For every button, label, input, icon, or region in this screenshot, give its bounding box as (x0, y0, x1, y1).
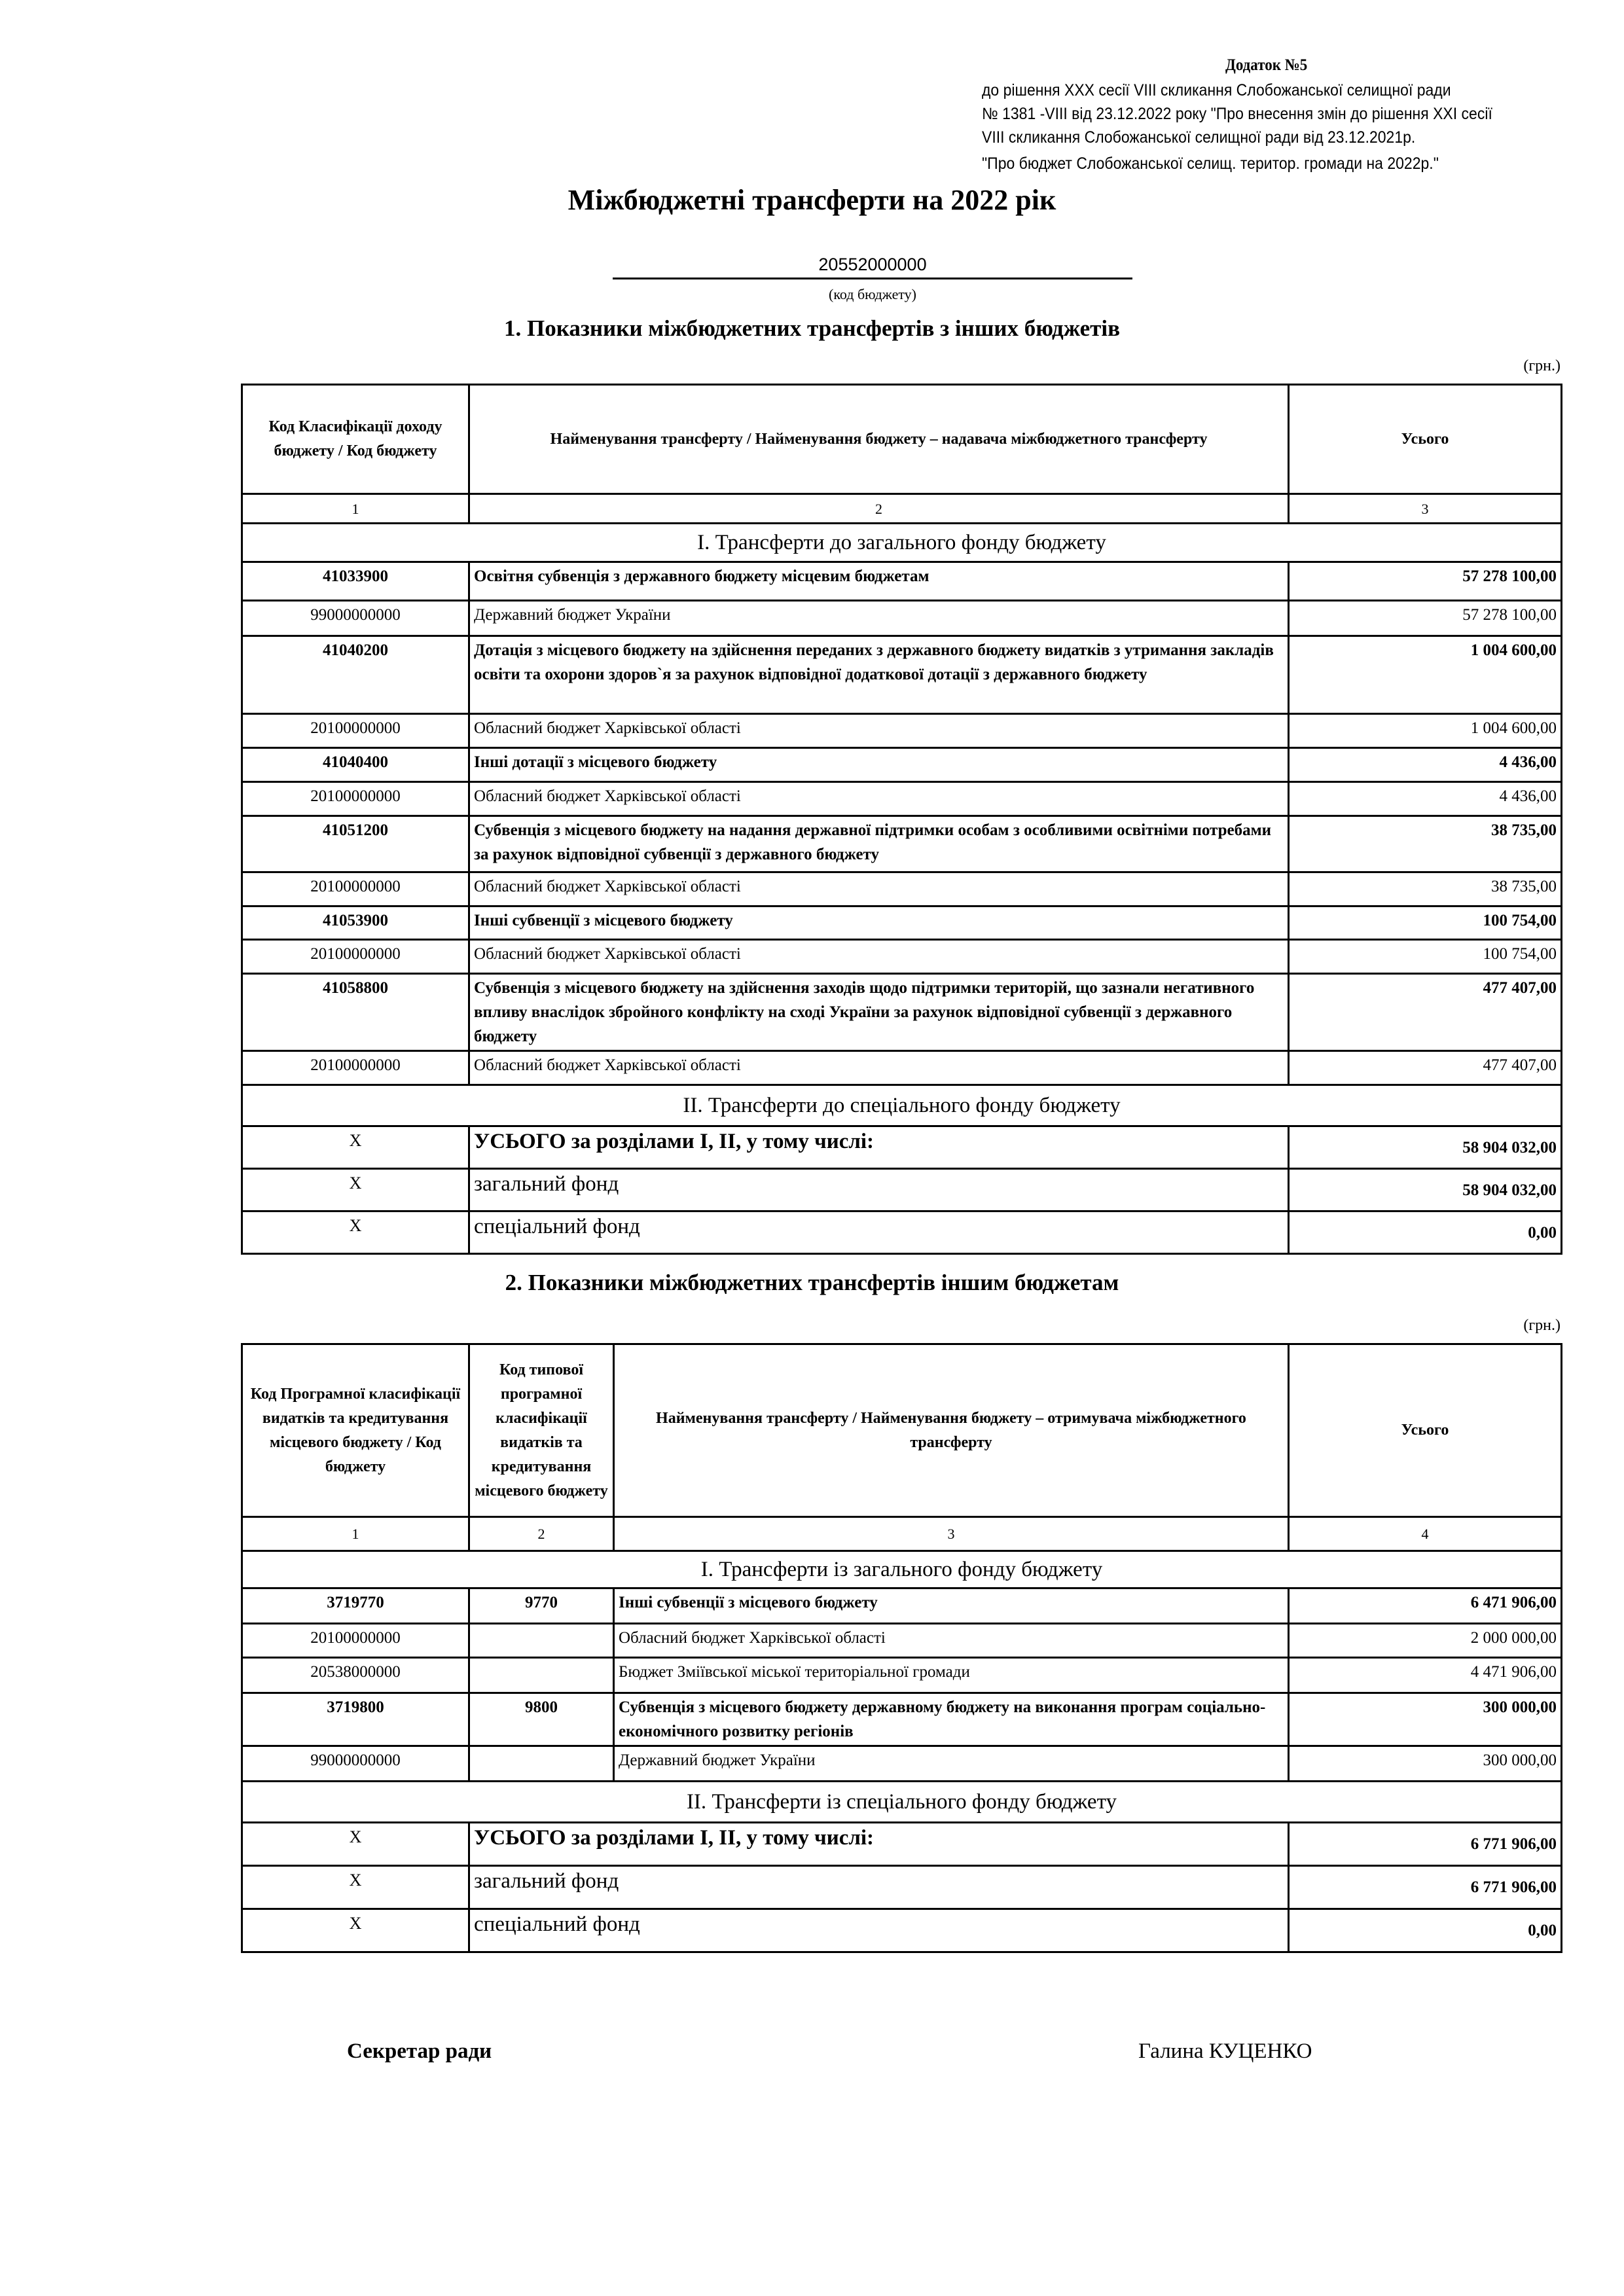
totals-value: 58 904 032,00 (1289, 1126, 1562, 1169)
outgoing-transfers-table (241, 1343, 1562, 1953)
appendix-title: Додаток №5 (1225, 56, 1308, 74)
name-cell: Субвенція з місцевого бюджету на надання державної підтримки особам з особливими освітніми потребами за рахунок відповідної субвенції з державного бюджету (469, 816, 1289, 872)
x-mark: Х (242, 1909, 469, 1952)
code-cell: 41033900 (242, 562, 469, 601)
total-cell: 57 278 100,00 (1289, 601, 1562, 636)
column-number: 2 (469, 1517, 614, 1551)
header-row (242, 1344, 1562, 1517)
totals-row (242, 1126, 1562, 1169)
total-cell: 300 000,00 (1289, 1693, 1562, 1746)
column-header: Код Програмної класифікації видатків та кредитування місцевого бюджету / Код бюджету (242, 1344, 469, 1517)
table-row (242, 1588, 1562, 1624)
column-header: Найменування трансферту / Найменування бюджету – надавача міжбюджетного трансферту (469, 385, 1289, 494)
name-cell: Обласний бюджет Харківської області (614, 1624, 1289, 1658)
column-number: 3 (614, 1517, 1289, 1551)
table-row (242, 1693, 1562, 1746)
type-code-cell: 9800 (469, 1693, 614, 1746)
name-cell: Дотація з місцевого бюджету на здійснення переданих з державного бюджету видатків з утримання закладів освіти та охорони здоров`я за рахунок відповідної додаткової дотації з державного бюджету (469, 636, 1289, 714)
table-row (242, 562, 1562, 601)
document-title: Міжбюджетні трансферти на 2022 рік (568, 184, 1056, 216)
table-row (242, 748, 1562, 782)
name-cell: Обласний бюджет Харківської області (469, 714, 1289, 748)
x-mark: Х (242, 1211, 469, 1254)
name-cell: Інші субвенції з місцевого бюджету (469, 906, 1289, 940)
total-cell: 2 000 000,00 (1289, 1624, 1562, 1658)
total-cell: 477 407,00 (1289, 1051, 1562, 1085)
code-cell: 41040400 (242, 748, 469, 782)
type-code-cell (469, 1658, 614, 1693)
budget-code-label: (код бюджету) (829, 286, 916, 302)
totals-row (242, 1866, 1562, 1909)
totals-label: УСЬОГО за розділами І, ІІ, у тому числі: (469, 1126, 1289, 1169)
column-number: 1 (242, 494, 469, 524)
total-cell: 100 754,00 (1289, 906, 1562, 940)
code-cell: 3719770 (242, 1588, 469, 1624)
total-cell: 300 000,00 (1289, 1746, 1562, 1782)
totals-value: 6 771 906,00 (1289, 1823, 1562, 1866)
column-header: Усього (1289, 1344, 1562, 1517)
code-cell: 41058800 (242, 974, 469, 1051)
table-row (242, 636, 1562, 714)
column-number: 4 (1289, 1517, 1562, 1551)
code-cell: 3719800 (242, 1693, 469, 1746)
column-header: Найменування трансферту / Найменування бюджету – отримувача міжбюджетного трансферту (614, 1344, 1289, 1517)
type-code-cell: 9770 (469, 1588, 614, 1624)
code-cell: 20100000000 (242, 872, 469, 906)
part-heading: І. Трансферти до загального фонду бюджету (242, 524, 1562, 562)
table-row (242, 782, 1562, 816)
name-cell: Інші субвенції з місцевого бюджету (614, 1588, 1289, 1624)
total-cell: 477 407,00 (1289, 974, 1562, 1051)
column-number-row (242, 1517, 1562, 1551)
column-header: Код типової програмної класифікації видатків та кредитування місцевого бюджету (469, 1344, 614, 1517)
budget-code: 20552000000 (613, 255, 1132, 279)
column-number: 2 (469, 494, 1289, 524)
total-cell: 4 436,00 (1289, 782, 1562, 816)
totals-row (242, 1909, 1562, 1952)
totals-label: УСЬОГО за розділами І, ІІ, у тому числі: (469, 1823, 1289, 1866)
total-cell: 4 436,00 (1289, 748, 1562, 782)
section2-unit: (грн.) (1523, 1317, 1561, 1334)
code-cell: 20100000000 (242, 1051, 469, 1085)
part-row (242, 1782, 1562, 1823)
name-cell: Субвенція з місцевого бюджету державному бюджету на виконання програм соціально-економічного розвитку регіонів (614, 1693, 1289, 1746)
totals-label: загальний фонд (469, 1866, 1289, 1909)
code-cell: 99000000000 (242, 601, 469, 636)
totals-label: спеціальний фонд (469, 1909, 1289, 1952)
x-mark: Х (242, 1823, 469, 1866)
part-heading: ІІ. Трансферти із спеціального фонду бюджету (242, 1782, 1562, 1823)
totals-value: 0,00 (1289, 1909, 1562, 1952)
name-cell: Обласний бюджет Харківської області (469, 782, 1289, 816)
totals-row (242, 1169, 1562, 1211)
section1-heading: 1. Показники міжбюджетних трансфертів з інших бюджетів (503, 315, 1121, 341)
signature-position: Секретар ради (347, 2039, 492, 2063)
part-row (242, 1551, 1562, 1588)
column-number-row (242, 494, 1562, 524)
totals-label: спеціальний фонд (469, 1211, 1289, 1254)
column-number: 3 (1289, 494, 1562, 524)
totals-value: 58 904 032,00 (1289, 1169, 1562, 1211)
code-cell: 20100000000 (242, 714, 469, 748)
header-row (242, 385, 1562, 494)
totals-row (242, 1823, 1562, 1866)
column-header: Код Класифікації доходу бюджету / Код бюджету (242, 385, 469, 494)
totals-value: 6 771 906,00 (1289, 1866, 1562, 1909)
table-row (242, 974, 1562, 1051)
table-row (242, 714, 1562, 748)
section1-unit: (грн.) (1523, 357, 1561, 374)
part-heading: ІІ. Трансферти до спеціального фонду бюджету (242, 1085, 1562, 1126)
table-row (242, 1624, 1562, 1658)
table-row (242, 816, 1562, 872)
signature-name: Галина КУЦЕНКО (1138, 2039, 1312, 2063)
code-cell: 99000000000 (242, 1746, 469, 1782)
x-mark: Х (242, 1169, 469, 1211)
name-cell: Субвенція з місцевого бюджету на здійснення заходів щодо підтримки територій, що зазнали негативного впливу внаслідок збройного конфлікту на сході України за рахунок відповідної субвенції з державного бюджету (469, 974, 1289, 1051)
total-cell: 4 471 906,00 (1289, 1658, 1562, 1693)
name-cell: Обласний бюджет Харківської області (469, 872, 1289, 906)
code-cell: 20100000000 (242, 940, 469, 974)
name-cell: Освітня субвенція з державного бюджету місцевим бюджетам (469, 562, 1289, 601)
name-cell: Державний бюджет України (614, 1746, 1289, 1782)
appendix-line: до рішення XXX сесії VIII скликання Слобожанської селищної ради (982, 81, 1451, 99)
total-cell: 100 754,00 (1289, 940, 1562, 974)
code-cell: 41051200 (242, 816, 469, 872)
table-row (242, 940, 1562, 974)
table-row (242, 872, 1562, 906)
code-cell: 41040200 (242, 636, 469, 714)
appendix-line: № 1381 -VIII від 23.12.2022 року "Про внесення змін до рішення XXI сесії (982, 105, 1492, 123)
name-cell: Державний бюджет України (469, 601, 1289, 636)
table-row (242, 906, 1562, 940)
totals-label: загальний фонд (469, 1169, 1289, 1211)
table-row (242, 601, 1562, 636)
total-cell: 38 735,00 (1289, 816, 1562, 872)
incoming-transfers-table (241, 384, 1562, 1255)
code-cell: 20100000000 (242, 782, 469, 816)
part-heading: І. Трансферти із загального фонду бюджету (242, 1551, 1562, 1588)
totals-value: 0,00 (1289, 1211, 1562, 1254)
name-cell: Інші дотації з місцевого бюджету (469, 748, 1289, 782)
x-mark: Х (242, 1866, 469, 1909)
x-mark: Х (242, 1126, 469, 1169)
table-row (242, 1051, 1562, 1085)
total-cell: 57 278 100,00 (1289, 562, 1562, 601)
table-row (242, 1746, 1562, 1782)
total-cell: 1 004 600,00 (1289, 636, 1562, 714)
section2-heading: 2. Показники міжбюджетних трансфертів іншим бюджетам (505, 1270, 1119, 1295)
name-cell: Обласний бюджет Харківської області (469, 940, 1289, 974)
column-number: 1 (242, 1517, 469, 1551)
type-code-cell (469, 1746, 614, 1782)
appendix-line: VIII скликання Слобожанської селищної ради від 23.12.2021р. (982, 128, 1416, 147)
code-cell: 20100000000 (242, 1624, 469, 1658)
column-header: Усього (1289, 385, 1562, 494)
table-row (242, 1658, 1562, 1693)
code-cell: 41053900 (242, 906, 469, 940)
total-cell: 6 471 906,00 (1289, 1588, 1562, 1624)
name-cell: Обласний бюджет Харківської області (469, 1051, 1289, 1085)
part-row (242, 524, 1562, 562)
type-code-cell (469, 1624, 614, 1658)
total-cell: 1 004 600,00 (1289, 714, 1562, 748)
total-cell: 38 735,00 (1289, 872, 1562, 906)
name-cell: Бюджет Зміївської міської територіальної громади (614, 1658, 1289, 1693)
totals-row (242, 1211, 1562, 1254)
code-cell: 20538000000 (242, 1658, 469, 1693)
appendix-line: "Про бюджет Слобожанської селищ. територ. громади на 2022р." (982, 154, 1439, 173)
part-row (242, 1085, 1562, 1126)
